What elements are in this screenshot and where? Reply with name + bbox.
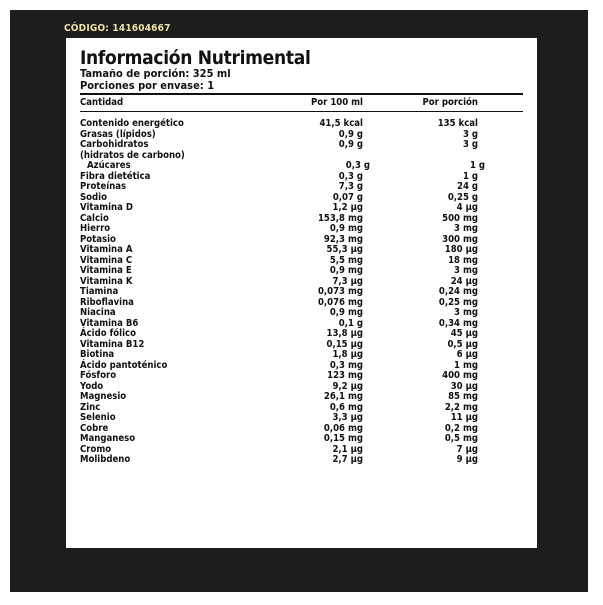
- divider-thin: [80, 111, 523, 112]
- product-code: CÓDIGO: 141604667: [64, 23, 171, 34]
- nutrient-name: Sodio: [80, 191, 107, 203]
- nutrient-name: Cromo: [80, 443, 112, 455]
- nutrient-row: [80, 329, 523, 340]
- nutrient-name: Vitamina E: [80, 265, 132, 276]
- nutrient-perportion: 7 µg: [456, 443, 478, 455]
- nutrient-per100: 0,15 mg: [323, 433, 363, 444]
- nutrient-name: Tiamina: [80, 286, 119, 297]
- nutrient-per100: 9,2 µg: [332, 380, 363, 392]
- nutrient-name: (hidratos de carbono): [80, 149, 185, 161]
- nutrient-name: Vitamina K: [80, 275, 133, 287]
- nutrient-name: Fibra dietética: [80, 170, 151, 182]
- nutrient-perportion: 3 mg: [454, 307, 478, 318]
- nutrient-perportion: 1 mg: [454, 359, 478, 371]
- nutrient-perportion: 400 mg: [442, 370, 478, 381]
- nutrient-name: Fósforo: [80, 370, 117, 381]
- nutrient-perportion: 0,5 mg: [444, 433, 478, 444]
- nutrient-name: Hierro: [80, 223, 111, 234]
- nutrient-per100: 2,7 µg: [332, 454, 363, 465]
- nutrient-perportion: 0,25 mg: [438, 296, 478, 308]
- nutrient-perportion: 1 g: [462, 170, 478, 182]
- nutrient-perportion: 18 mg: [448, 254, 478, 266]
- nutrient-perportion: 0,34 mg: [438, 317, 478, 329]
- nutrient-perportion: 0,5 µg: [447, 338, 478, 350]
- nutrient-perportion: 3 mg: [454, 223, 478, 234]
- nutrient-name: Potasio: [80, 233, 116, 245]
- nutrient-name: Vitamina A: [80, 244, 133, 255]
- nutrient-perportion: 24 µg: [450, 275, 478, 287]
- nutrient-per100: 41,5 kcal: [319, 118, 363, 129]
- nutrient-row: [80, 140, 523, 151]
- nutrient-name: Vitamina B12: [80, 338, 145, 350]
- nutrient-name: Ácido fólico: [80, 328, 136, 339]
- nutrient-row: [80, 392, 523, 403]
- nutrient-perportion: 500 mg: [442, 212, 478, 224]
- nutrient-per100: 7,3 µg: [332, 275, 363, 287]
- nutrient-perportion: 4 µg: [456, 202, 478, 213]
- nutrient-perportion: 24 g: [457, 181, 478, 192]
- nutrient-row: [80, 434, 523, 445]
- nutrient-perportion: 0,24 mg: [438, 286, 478, 297]
- nutrient-row: [80, 413, 523, 424]
- nutrient-per100: 1,2 µg: [332, 202, 363, 213]
- nutrient-name: Grasas (lípidos): [80, 128, 156, 140]
- nutrient-perportion: 85 mg: [448, 391, 478, 402]
- nutrient-per100: 0,073 mg: [317, 286, 363, 297]
- nutrient-row: [80, 119, 523, 130]
- nutrient-row: [80, 371, 523, 382]
- nutrient-per100: 0,9 mg: [329, 265, 363, 276]
- nutrient-per100: 0,9 mg: [329, 307, 363, 318]
- nutrient-perportion: 0,25 g: [447, 191, 478, 203]
- table-header: [80, 95, 523, 109]
- nutrient-per100: 3,3 µg: [332, 412, 363, 423]
- nutrient-row: [80, 455, 523, 466]
- nutrient-perportion: 3 mg: [454, 265, 478, 276]
- nutrient-name: Vitamina D: [80, 202, 133, 213]
- nutrient-perportion: 6 µg: [456, 349, 478, 360]
- nutrient-row: [80, 287, 523, 298]
- nutrient-row: [80, 161, 523, 172]
- header-name: Cantidad: [80, 97, 124, 108]
- nutrient-per100: 0,9 g: [338, 128, 363, 140]
- nutrient-name: Niacina: [80, 307, 116, 318]
- nutrient-per100: 92,3 mg: [323, 233, 363, 245]
- header-per100: Por 100 ml: [311, 97, 363, 108]
- nutrient-perportion: 300 mg: [442, 233, 478, 245]
- nutrient-name: Vitamina C: [80, 254, 133, 266]
- nutrient-name: Magnesio: [80, 391, 127, 402]
- nutrient-name: Carbohidratos: [80, 139, 149, 150]
- nutrient-name: Azúcares: [87, 160, 131, 171]
- nutrient-per100: 26,1 mg: [323, 391, 363, 402]
- nutrient-per100: 55,3 µg: [326, 244, 363, 255]
- nutrient-name: Proteínas: [80, 181, 127, 192]
- nutrient-perportion: 2,2 mg: [444, 401, 478, 413]
- nutrient-per100: 0,3 mg: [329, 359, 363, 371]
- nutrient-row: [80, 245, 523, 256]
- nutrient-per100: 123 mg: [327, 370, 363, 381]
- nutrient-name: Contenido energético: [80, 118, 184, 129]
- nutrient-per100: 5,5 mg: [329, 254, 363, 266]
- nutrient-per100: 0,9 g: [338, 139, 363, 150]
- nutrient-name: Ácido pantoténico: [80, 359, 168, 371]
- nutrition-panel: [66, 38, 537, 548]
- nutrient-per100: 0,1 g: [338, 317, 363, 329]
- nutrient-perportion: 3 g: [462, 128, 478, 140]
- nutrient-per100: 0,15 µg: [326, 338, 363, 350]
- nutrient-per100: 13,8 µg: [326, 328, 363, 339]
- nutrient-per100: 0,9 mg: [329, 223, 363, 234]
- nutrient-row: [80, 350, 523, 361]
- nutrient-per100: 0,3 g: [345, 160, 370, 171]
- nutrient-name: Molibdeno: [80, 454, 131, 465]
- header-perportion: Por porción: [422, 97, 478, 108]
- panel-title: Información Nutrimental: [80, 47, 311, 69]
- nutrient-perportion: 11 µg: [450, 412, 478, 423]
- nutrient-perportion: 30 µg: [450, 380, 478, 392]
- nutrient-per100: 0,07 g: [332, 191, 363, 203]
- nutrient-perportion: 1 g: [469, 160, 485, 171]
- nutrient-per100: 0,076 mg: [317, 296, 363, 308]
- nutrient-row: [80, 151, 523, 162]
- nutrient-name: Vitamina B6: [80, 317, 139, 329]
- nutrient-name: Manganeso: [80, 433, 136, 444]
- nutrient-name: Biotina: [80, 349, 115, 360]
- nutrient-perportion: [363, 151, 478, 162]
- nutrient-row: [80, 203, 523, 214]
- nutrient-per100: 1,8 µg: [332, 349, 363, 360]
- nutrient-row: [80, 224, 523, 235]
- nutrient-per100: 153,8 mg: [317, 212, 363, 224]
- nutrient-name: Selenio: [80, 412, 116, 423]
- nutrient-name: Zinc: [80, 401, 101, 413]
- nutrient-name: Riboflavina: [80, 296, 134, 308]
- nutrient-perportion: 9 µg: [456, 454, 478, 465]
- nutrient-name: Calcio: [80, 212, 109, 224]
- nutrient-perportion: 135 kcal: [437, 118, 478, 129]
- nutrient-row: [80, 266, 523, 277]
- nutrient-per100: 0,6 mg: [329, 401, 363, 413]
- nutrient-per100: 0,06 mg: [323, 422, 363, 434]
- nutrient-per100: 7,3 g: [338, 181, 363, 192]
- nutrient-row: [80, 182, 523, 193]
- nutrient-perportion: 0,2 mg: [444, 422, 478, 434]
- nutrient-list: [80, 119, 523, 466]
- nutrient-name: Cobre: [80, 422, 109, 434]
- nutrient-perportion: 45 µg: [450, 328, 478, 339]
- nutrient-perportion: 3 g: [462, 139, 478, 150]
- nutrient-row: [80, 308, 523, 319]
- servings-per-container: Porciones por envase: 1: [80, 79, 215, 92]
- nutrient-per100: 2,1 µg: [332, 443, 363, 455]
- nutrient-per100: 0,3 g: [338, 170, 363, 182]
- serving-size: Tamaño de porción: 325 ml: [80, 67, 231, 80]
- nutrient-name: Yodo: [80, 380, 104, 392]
- nutrient-perportion: 180 µg: [444, 244, 478, 255]
